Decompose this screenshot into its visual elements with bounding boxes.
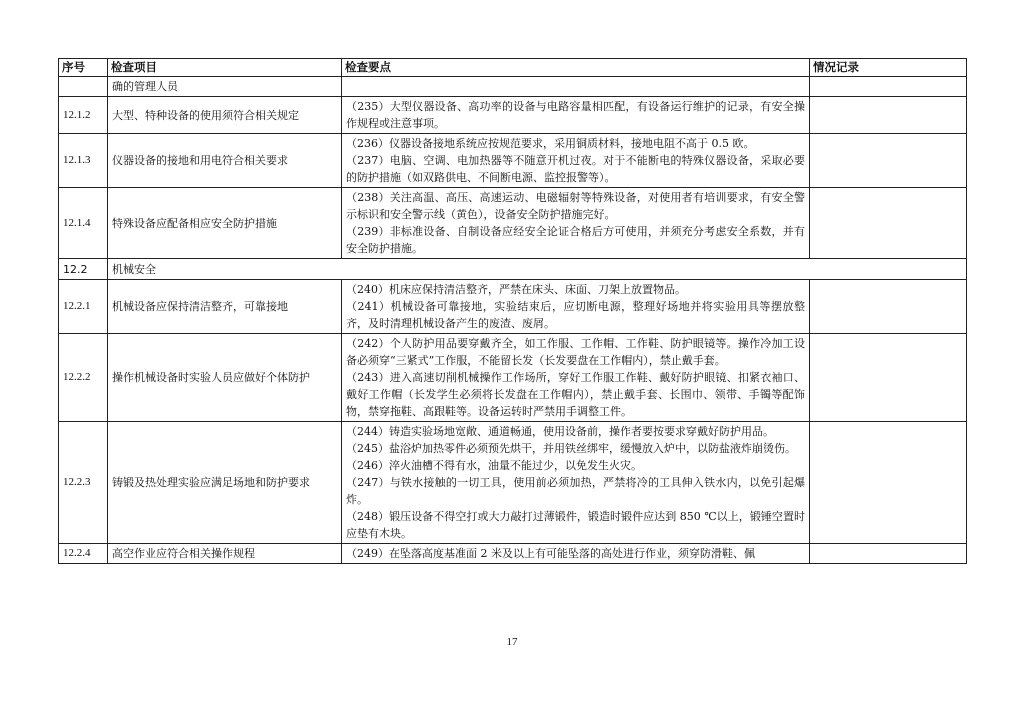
row-item: 铸锻及热处理实验应满足场地和防护要求 (108, 422, 342, 544)
section-row (59, 259, 967, 280)
row-record (810, 334, 967, 422)
header-points: 检查要点 (342, 59, 810, 77)
check-point: （240）机床应保持清洁整齐，严禁在床头、床面、刀架上放置物品。 (346, 283, 686, 296)
row-points (342, 422, 810, 544)
check-point: （238）关注高温、高压、高速运动、电磁辐射等特殊设备，对使用者有培训要求，有安全警示标识和安全警示线（黄色），设备安全防护措施完好。 (346, 191, 805, 221)
check-point: （237）电脑、空调、电加热器等不随意开机过夜。对于不能断电的特殊仪器设备，采取必要的防护措施（如双路供电、不间断电源、监控报警等）。 (346, 154, 805, 184)
header-record: 情况记录 (810, 59, 967, 77)
row-number (59, 77, 108, 97)
row-record (810, 77, 967, 97)
check-point: （249）在坠落高度基准面 2 米及以上有可能坠落的高处进行作业，须穿防滑鞋、佩 (346, 547, 755, 560)
row-item: 机械设备应保持清洁整齐，可靠接地 (108, 280, 342, 334)
check-point: （248）锻压设备不得空打或大力敲打过薄锻件，锻造时锻件应达到 850 ℃以上，锻锤空置时应垫有木块。 (346, 510, 805, 540)
table-header-row (59, 59, 967, 77)
row-points (342, 280, 810, 334)
row-item: 大型、特种设备的使用须符合相关规定 (108, 97, 342, 134)
row-points (342, 544, 810, 564)
row-number: 12.2.4 (59, 544, 108, 564)
row-record (810, 134, 967, 188)
row-number: 12.2.3 (59, 422, 108, 544)
row-points (342, 134, 810, 188)
check-point: （241）机械设备可靠接地，实验结束后，应切断电源，整理好场地并将实验用具等摆放整齐，及时清理机械设备产生的废渣、废屑。 (346, 300, 805, 330)
check-point: （243）进入高速切削机械操作工作场所，穿好工作服工作鞋、戴好防护眼镜、扣紧衣袖口、戴好工作帽（长发学生必须将长发盘在工作帽内），禁止戴手套、长围巾、领带、手镯等配饰物，禁穿拖鞋、高跟鞋等。设备运转时严禁用手调整工件。 (346, 371, 805, 418)
check-point: （242）个人防护用品要穿戴齐全，如工作服、工作帽、工作鞋、防护眼镜等。操作冷加工设备必须穿“三紧式”工作服，不能留长发（长发要盘在工作帽内），禁止戴手套。 (346, 337, 805, 367)
row-item: 确的管理人员 (108, 77, 342, 97)
page-number: 17 (506, 636, 518, 648)
row-record (810, 188, 967, 259)
check-point: （236）仪器设备接地系统应按规范要求，采用铜质材料，接地电阻不高于 0.5 欧。 (346, 137, 755, 150)
table-row (59, 280, 967, 334)
row-record (810, 422, 967, 544)
table-row (59, 134, 967, 188)
table-row (59, 544, 967, 564)
row-number: 12.2.1 (59, 280, 108, 334)
header-seq: 序号 (59, 59, 108, 77)
row-points (342, 77, 810, 97)
row-number: 12.2.2 (59, 334, 108, 422)
inspection-table (58, 58, 967, 564)
row-record (810, 544, 967, 564)
row-points (342, 188, 810, 259)
row-number: 12.1.4 (59, 188, 108, 259)
row-item: 操作机械设备时实验人员应做好个体防护 (108, 334, 342, 422)
row-item: 高空作业应符合相关操作规程 (108, 544, 342, 564)
check-point: （239）非标准设备、自制设备应经安全论证合格后方可使用，并须充分考虑安全系数，并有安全防护措施。 (346, 225, 805, 255)
check-point: （235）大型仪器设备、高功率的设备与电路容量相匹配，有设备运行维护的记录，有安全操作规程或注意事项。 (346, 100, 805, 130)
row-points (342, 334, 810, 422)
table-row (59, 188, 967, 259)
table-row (59, 422, 967, 544)
row-points (342, 97, 810, 134)
section-title: 机械安全 (108, 259, 967, 280)
row-item: 特殊设备应配备相应安全防护措施 (108, 188, 342, 259)
table-row-continuation (59, 77, 967, 97)
table-row (59, 97, 967, 134)
check-point: （244）铸造实验场地宽敞、通道畅通，使用设备前，操作者要按要求穿戴好防护用品。 (346, 425, 774, 438)
row-item: 仪器设备的接地和用电符合相关要求 (108, 134, 342, 188)
header-item: 检查项目 (108, 59, 342, 77)
table-row (59, 334, 967, 422)
row-record (810, 97, 967, 134)
check-point: （246）淬火油槽不得有水，油量不能过少，以免发生火灾。 (346, 459, 642, 472)
check-point: （245）盐浴炉加热零件必须预先烘干，并用铁丝绑牢，缓慢放入炉中，以防盐液炸崩烫伤。 (346, 442, 796, 455)
section-number: 12.2 (59, 259, 108, 280)
row-number: 12.1.3 (59, 134, 108, 188)
row-record (810, 280, 967, 334)
row-number: 12.1.2 (59, 97, 108, 134)
check-point: （247）与铁水接触的一切工具，使用前必须加热，严禁将冷的工具伸入铁水内，以免引起爆炸。 (346, 476, 805, 506)
